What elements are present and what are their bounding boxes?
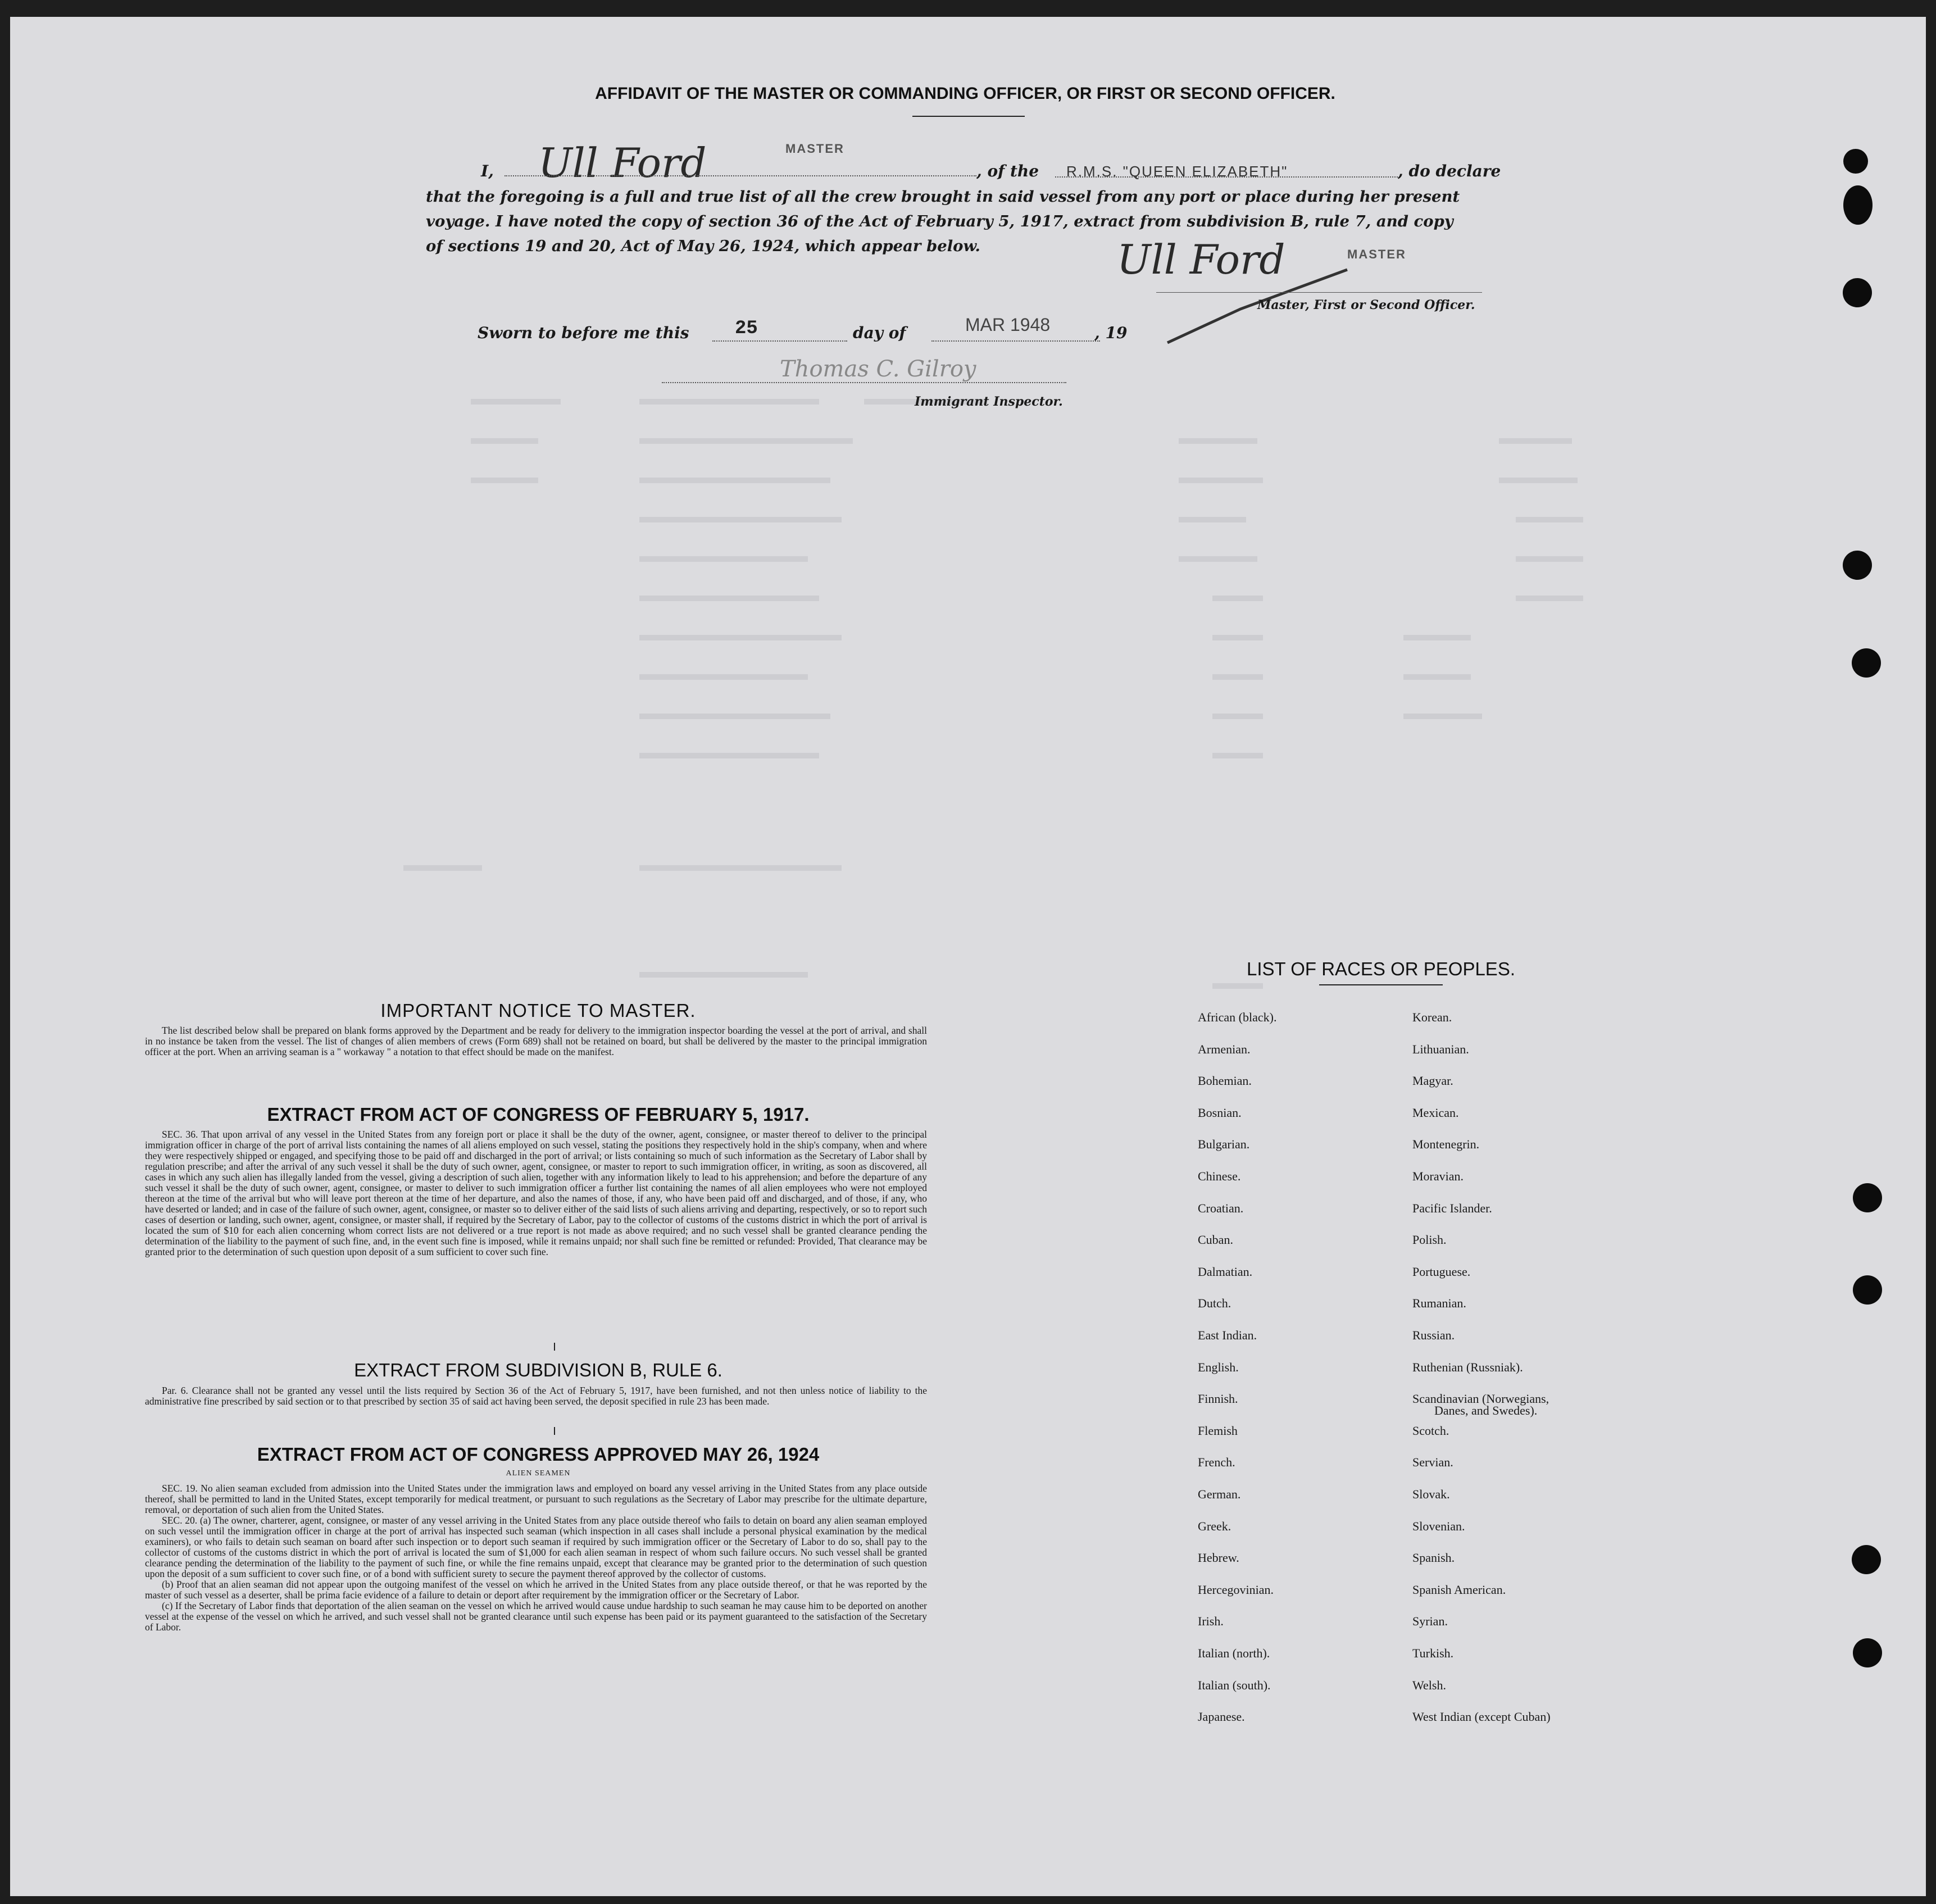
race-item: Croatian. <box>1198 1201 1244 1215</box>
affidavit-title: AFFIDAVIT OF THE MASTER OR COMMANDING OFFICER, OR FIRST OR SECOND OFFICER. <box>595 84 1335 103</box>
divider-2 <box>554 1427 555 1435</box>
race-item: Irish. <box>1198 1614 1224 1628</box>
race-item: Armenian. <box>1198 1042 1251 1056</box>
notice-text <box>145 1025 927 1057</box>
par-6-paragraph: Par. 6. Clearance shall not be granted any vessel until the lists required by Section 36 of the Act of February 5, 1917, have been furnished, and not then unless notice of liability to the administrative fine prescribed by said section or to that prescribed by section 35 of said act having been served, the deposit specified in rule 23 has been made. <box>145 1385 927 1407</box>
race-item: Bosnian. <box>1198 1106 1242 1120</box>
race-item: Moravian. <box>1412 1169 1464 1183</box>
sworn-prefix: Sworn to before me this <box>478 324 689 342</box>
affidavit-line-3: voyage. I have noted the copy of section 36 of the Act of February 5, 1917, extract from subdivision B, rule 7, and copy <box>426 212 1453 230</box>
master-stamp: MASTER <box>785 142 844 156</box>
officer-caption: Master, First or Second Officer. <box>1257 298 1475 312</box>
race-item: Servian. <box>1412 1455 1453 1469</box>
affidavit-title-rule <box>912 116 1025 117</box>
document-page <box>10 17 1926 1896</box>
notice-title: IMPORTANT NOTICE TO MASTER. <box>380 1000 696 1021</box>
punch-hole <box>1853 1183 1882 1212</box>
race-item: English. <box>1198 1360 1239 1374</box>
punch-hole <box>1843 551 1872 580</box>
race-item: German. <box>1198 1487 1241 1501</box>
race-item: Pacific Islander. <box>1412 1201 1492 1215</box>
race-item: Finnish. <box>1198 1392 1238 1406</box>
race-item: Montenegrin. <box>1412 1137 1480 1151</box>
punch-hole <box>1843 185 1873 225</box>
extract-1924-text <box>145 1483 927 1633</box>
race-item: Hercegovinian. <box>1198 1583 1274 1597</box>
race-item: Dutch. <box>1198 1296 1231 1310</box>
notice-paragraph: The list described below shall be prepared on blank forms approved by the Department and be ready for delivery to the immigration inspector boarding the vessel at the port of arrival, and shall in no instance be taken from the vessel. The list of changes of alien members of crews (Form 689) shall not be retained on board, but shall be delivered by the master to the principal immigration officer at the port. When an arriving seaman is a " workaway " a notation to that effect should be made on the manifest. <box>145 1025 927 1057</box>
divider-1 <box>554 1343 555 1351</box>
race-item: French. <box>1198 1455 1235 1469</box>
bleed-through-marks <box>403 376 1740 1107</box>
day-line <box>712 340 847 342</box>
sec-20c-paragraph: (c) If the Secretary of Labor finds that deportation of the alien seaman on the vessel on which he arrived would cause undue hardship to such seaman he may cause him to be deported on another vessel at the expense of the vessel on which he arrived, and such vessel shall not be granted clearance until such expense has been paid or its payment guaranteed to the satisfaction of the Secretary of Labor. <box>145 1600 927 1633</box>
race-item: Magyar. <box>1412 1074 1453 1088</box>
affidavit-line-4: of sections 19 and 20, Act of May 26, 1924, which appear below. <box>426 237 980 255</box>
extract-rule6-text <box>145 1385 927 1407</box>
race-item: Slovak. <box>1412 1487 1450 1501</box>
race-item: Russian. <box>1412 1328 1455 1342</box>
race-item: Greek. <box>1198 1519 1231 1533</box>
affidavit-of-the: , of the <box>976 162 1039 180</box>
punch-hole <box>1853 1275 1882 1305</box>
race-item: Spanish. <box>1412 1551 1455 1565</box>
extract-1917-title: EXTRACT FROM ACT OF CONGRESS OF FEBRUARY 5, 1917. <box>267 1104 810 1125</box>
races-title: LIST OF RACES OR PEOPLES. <box>1246 958 1516 979</box>
race-item: Spanish American. <box>1412 1583 1506 1597</box>
race-item: Syrian. <box>1412 1614 1448 1628</box>
race-item: Bohemian. <box>1198 1074 1252 1088</box>
inspector-line <box>662 382 1066 383</box>
race-item: Japanese. <box>1198 1710 1245 1724</box>
officer-signature: Ull Ford <box>1117 236 1285 283</box>
name-line <box>505 175 976 176</box>
race-item: Polish. <box>1412 1233 1447 1247</box>
punch-hole <box>1843 278 1872 307</box>
race-item: Flemish <box>1198 1424 1238 1438</box>
inspector-caption: Immigrant Inspector. <box>915 394 1063 409</box>
race-item: Dalmatian. <box>1198 1265 1253 1279</box>
year-prefix: , 19 <box>1094 324 1128 342</box>
race-item: West Indian (except Cuban) <box>1412 1710 1551 1724</box>
affidavit-line-2: that the foregoing is a full and true list of all the crew brought in said vessel from any port or place during her present <box>426 188 1460 206</box>
race-item: East Indian. <box>1198 1328 1257 1342</box>
month-line <box>931 340 1100 342</box>
race-item: Mexican. <box>1412 1106 1459 1120</box>
races-title-rule <box>1319 984 1443 985</box>
day-of: day of <box>853 324 906 342</box>
officer-master-stamp: MASTER <box>1347 247 1406 261</box>
extract-rule6-title: EXTRACT FROM SUBDIVISION B, RULE 6. <box>354 1360 722 1380</box>
sworn-day: 25 <box>735 318 758 339</box>
race-item: Scotch. <box>1412 1424 1449 1438</box>
race-item: African (black). <box>1198 1010 1277 1024</box>
race-item: Chinese. <box>1198 1169 1241 1183</box>
master-signature: Ull Ford <box>538 139 707 187</box>
race-item: Turkish. <box>1412 1646 1454 1660</box>
race-item: Ruthenian (Russniak). <box>1412 1360 1523 1374</box>
extract-1917-text <box>145 1129 927 1257</box>
sec-36-paragraph: SEC. 36. That upon arrival of any vessel in the United States from any foreign port or place it shall be the duty of the owner, agent, consignee, or master thereof to deliver to the principal immigration officer in charge of the port of arrival lists containing the names of all aliens employed on such vessel, stating the positions they respectively hold in the ship's company, when and where they were respectively shipped or engaged, and specifying those to be paid off and discharged in the port of arrival; or lists containing so much of such information as the Secretary of Labor shall by regulation prescribe; and after the arrival of any such vessel it shall be the duty of such owner, agent, consignee, or master to report to such immigration officer, in writing, as soon as discovered, all cases in which any such alien has illegally landed from the vessel, giving a description of such alien, together with any information likely to lead to his apprehension; and before the departure of any such vessel it shall be the duty of such owner, agent, consignee, or master to deliver to such immigration officer a further list containing the names of all alien employees who were not employed thereon at the time of the arrival but who will leave port thereon at the time of her departure, and also the names of those, if any, who have been paid off and discharged, and of those, if any, who have deserted or landed; and in case of the failure of such owner, agent, consignee, or master so to deliver either of the said lists of such aliens arriving and departing, respectively, or so to report such cases of desertion or landing, such owner, agent, consignee, or master shall, if required by the Secretary of Labor, pay to the collector of customs of the customs district in which the port of arrival is located the sum of $10 for each alien concerning whom correct lists are not delivered or a true report is not made as above required; and no such vessel shall be granted clearance pending the determination of the liability to the payment of such fine, and, in the event such fine is imposed, while it remains unpaid; nor shall such fine be remitted or refunded: Provided, That clearance may be granted prior to the determination of such question upon deposit of a sum sufficient to cover such fine. <box>145 1129 927 1257</box>
race-item: Cuban. <box>1198 1233 1233 1247</box>
sec-19-paragraph: SEC. 19. No alien seaman excluded from admission into the United States under the immigration laws and employed on board any vessel arriving in the United States from any place outside thereof, shall be permitted to land in the United States, except temporarily for medical treatment, or pursuant to such regulations as the Secretary of Labor may prescribe for the ultimate departure, removal, or deportation of such alien from the United States. <box>145 1483 927 1515</box>
race-item: Scandinavian (Norwegians, <box>1412 1392 1549 1406</box>
extract-1924-subtitle: ALIEN SEAMEN <box>506 1469 571 1478</box>
race-item: Bulgarian. <box>1198 1137 1250 1151</box>
officer-line <box>1156 292 1482 293</box>
vessel-line <box>1055 176 1398 178</box>
vessel-name: R.M.S. "QUEEN ELIZABETH" <box>1066 163 1288 180</box>
race-item: Hebrew. <box>1198 1551 1239 1565</box>
punch-hole <box>1853 1638 1882 1667</box>
race-item: Rumanian. <box>1412 1296 1466 1310</box>
sworn-month-year: MAR 1948 <box>965 315 1051 335</box>
race-item: Slovenian. <box>1412 1519 1465 1533</box>
inspector-signature: Thomas C. Gilroy <box>780 356 976 382</box>
punch-hole <box>1852 648 1881 678</box>
race-item: Korean. <box>1412 1010 1452 1024</box>
extract-1924-title: EXTRACT FROM ACT OF CONGRESS APPROVED MAY 26, 1924 <box>257 1444 820 1465</box>
affidavit-i: I, <box>481 162 494 180</box>
race-item: Italian (north). <box>1198 1646 1270 1660</box>
race-item: Lithuanian. <box>1412 1042 1469 1056</box>
sec-20a-paragraph: SEC. 20. (a) The owner, charterer, agent, consignee, or master of any vessel arriving in the United States from any place outside thereof who fails to detain on board any alien seaman employed on such vessel until the immigration officer in charge at the port of arrival has inspected such seaman (which inspection in all cases shall include a personal physical examination by the medical examiners), or who fails to detain such seaman on board after such inspection or to deport such seaman if required by such immigration officer or the Secretary of Labor to do so, shall pay to the collector of customs of the customs district in which the port of arrival is located the sum of $1,000 for each alien seaman in respect of whom such failure occurs. No such vessel shall be granted clearance pending the determination of the liability to the payment of such fine, or while the fine remains unpaid, except that clearance may be granted prior to the determination of such question upon the deposit of a sum sufficient to cover such fine, or of a bond with sufficient surety to secure the payment thereof approved by the collector of customs. <box>145 1515 927 1579</box>
race-item: Welsh. <box>1412 1678 1446 1692</box>
affidavit-do-declare: , do declare <box>1398 162 1501 180</box>
sec-20b-paragraph: (b) Proof that an alien seaman did not appear upon the outgoing manifest of the vessel on which he arrived in the United States from any place outside thereof, or that he was reported by the master of such vessel as a deserter, shall be prima facie evidence of a failure to detain or deport after requirement by the immigration officer or the Secretary of Labor. <box>145 1579 927 1601</box>
punch-hole <box>1843 149 1868 174</box>
race-item: Portuguese. <box>1412 1265 1471 1279</box>
race-item-scandinavian-cont: Danes, and Swedes). <box>1434 1403 1538 1417</box>
punch-hole <box>1852 1545 1881 1574</box>
race-item: Italian (south). <box>1198 1678 1271 1692</box>
